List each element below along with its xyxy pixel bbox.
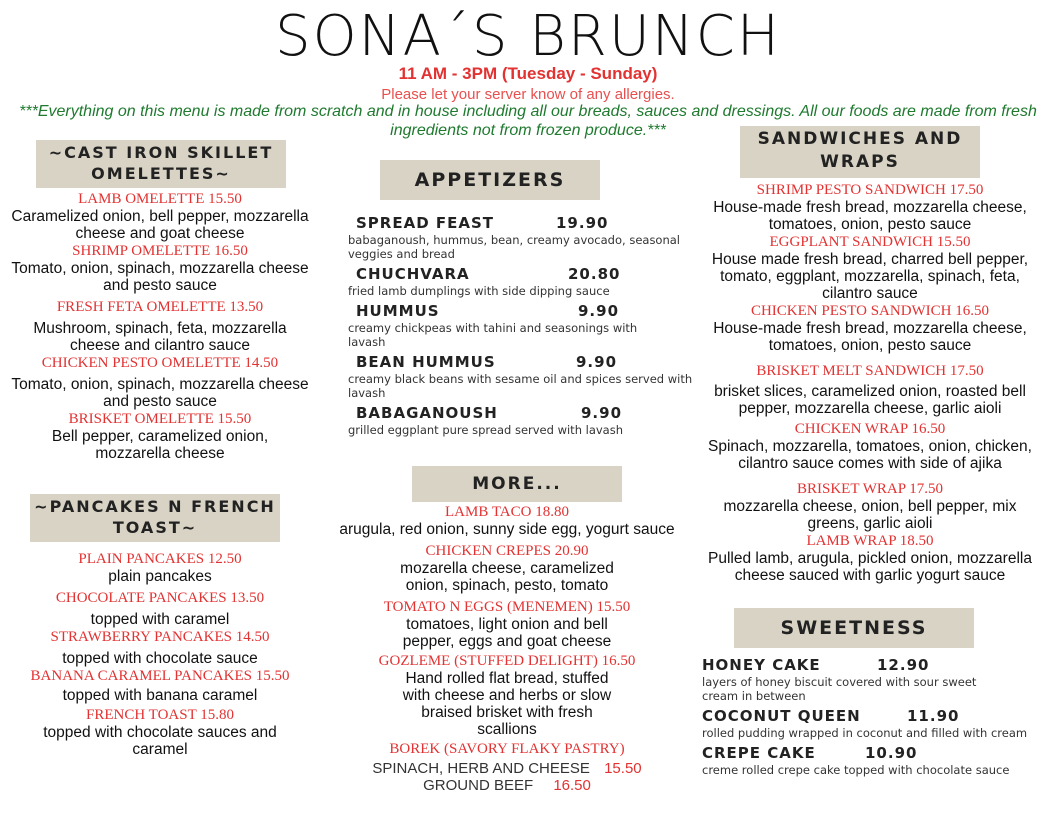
dessert-price: 11.90	[907, 707, 960, 725]
borek-option-label: GROUND BEEF	[423, 777, 534, 794]
dessert-desc: layers of honey biscuit covered with sour sweet cream in between	[702, 675, 977, 703]
appetizer-desc: grilled eggplant pure spread served with lavash	[348, 423, 624, 437]
menu-item-desc: topped with caramel	[90, 611, 230, 628]
appetizer-name: BEAN HUMMUS	[356, 353, 496, 371]
menu-item-desc: House made fresh bread, charred bell pepper, tomato, eggplant, mozzarella, spinach, feta, cilantro sauce	[711, 251, 1029, 302]
menu-item-desc: Caramelized onion, bell pepper, mozzarella cheese and goat cheese	[11, 208, 309, 242]
borek-option	[332, 760, 682, 777]
menu-item-desc: House-made fresh bread, mozzarella cheese, tomatoes, onion, pesto sauce	[713, 199, 1027, 233]
dessert-name: COCONUT QUEEN	[702, 707, 861, 725]
sweetness-section	[702, 656, 1046, 777]
appetizer-price: 19.90	[556, 214, 609, 232]
sandwiches-section	[694, 181, 1046, 584]
menu-item-desc: Pulled lamb, arugula, pickled onion, mozzarella cheese sauced with garlic yogurt sauce	[708, 550, 1032, 584]
appetizer-name: BABAGANOUSH	[356, 404, 498, 422]
pancakes-banner: ~PANCAKES N FRENCH TOAST~	[30, 494, 280, 542]
menu-item-desc: Mushroom, spinach, feta, mozzarella cheese and cilantro sauce	[33, 320, 287, 354]
menu-item-name: SHRIMP OMELETTE 16.50	[72, 243, 248, 259]
sandwiches-banner: SANDWICHES AND WRAPS	[740, 126, 980, 178]
appetizer-item	[348, 265, 693, 298]
borek-option-price: 15.50	[604, 760, 642, 777]
dessert-name: HONEY CAKE	[702, 656, 821, 674]
menu-item-name: FRESH FETA OMELETTE 13.50	[56, 299, 264, 315]
menu-item-desc: topped with chocolate sauce	[62, 650, 258, 667]
menu-item-desc: Tomato, onion, spinach, mozzarella cheese and pesto sauce	[11, 260, 309, 294]
menu-item-name: BRISKET OMELETTE 15.50	[68, 411, 252, 427]
appetizer-item	[348, 214, 693, 261]
menu-item-desc: plain pancakes	[108, 568, 212, 585]
menu-item-desc: arugula, red onion, sunny side egg, yogurt sauce	[339, 521, 675, 538]
menu-item-name: CHICKEN WRAP 16.50	[794, 421, 946, 437]
allergy-note: Please let your server know of any allergies.	[381, 86, 675, 103]
appetizer-item	[348, 302, 693, 349]
borek-option	[332, 777, 682, 794]
menu-item-name: BOREK (SAVORY FLAKY PASTRY)	[389, 741, 625, 757]
menu-item-desc: tomatoes, light onion and bell pepper, eggs and goat cheese	[402, 616, 612, 650]
dessert-price: 10.90	[865, 744, 918, 762]
page-title: SONA´S BRUNCH	[275, 4, 781, 69]
menu-item-desc: brisket slices, caramelized onion, roasted bell pepper, mozzarella cheese, garlic aioli	[714, 383, 1026, 417]
appetizer-item	[348, 353, 693, 400]
menu-item-desc: Tomato, onion, spinach, mozzarella cheese and pesto sauce	[11, 376, 309, 410]
pancakes-section	[10, 550, 310, 758]
more-section	[332, 503, 682, 794]
menu-item-name: SHRIMP PESTO SANDWICH 17.50	[756, 182, 984, 198]
appetizer-price: 9.90	[578, 302, 620, 320]
menu-item-name: LAMB WRAP 18.50	[806, 533, 934, 549]
omelettes-banner: ~CAST IRON SKILLET OMELETTES~	[36, 140, 286, 188]
appetizer-name: HUMMUS	[356, 302, 440, 320]
menu-item-name: BRISKET MELT SANDWICH 17.50	[756, 363, 984, 379]
dessert-name: CREPE CAKE	[702, 744, 816, 762]
sweetness-banner: SWEETNESS	[734, 608, 974, 648]
menu-item-name: GOZLEME (STUFFED DELIGHT) 16.50	[378, 653, 636, 669]
appetizer-price: 20.80	[568, 265, 621, 283]
appetizer-desc: fried lamb dumplings with side dipping sauce	[348, 284, 610, 298]
menu-item-desc: House-made fresh bread, mozzarella cheese, tomatoes, onion, pesto sauce	[713, 320, 1027, 354]
menu-item-name: CHOCOLATE PANCAKES 13.50	[55, 590, 265, 606]
omelettes-section	[10, 190, 310, 462]
hours-text: 11 AM - 3PM (Tuesday - Sunday)	[398, 64, 658, 83]
borek-option-label: SPINACH, HERB AND CHEESE	[372, 760, 590, 777]
appetizer-price: 9.90	[576, 353, 618, 371]
menu-item-name: EGGPLANT SANDWICH 15.50	[769, 234, 971, 250]
menu-item-name: LAMB OMELETTE 15.50	[78, 191, 242, 207]
menu-item-name: BANANA CARAMEL PANCAKES 15.50	[30, 668, 290, 684]
appetizer-name: CHUCHVARA	[356, 265, 470, 283]
menu-item-name: PLAIN PANCAKES 12.50	[78, 551, 242, 567]
menu-item-desc: Hand rolled flat bread, stuffed with cheese and herbs or slow braised brisket with fresh scallions	[402, 670, 612, 738]
menu-item-name: FRENCH TOAST 15.80	[86, 707, 234, 723]
menu-item-name: CHICKEN PESTO OMELETTE 14.50	[41, 355, 279, 371]
menu-item-name: CHICKEN PESTO SANDWICH 16.50	[750, 303, 990, 319]
scratch-note: ***Everything on this menu is made from scratch and in house including all our breads, sauces and dressings. All our foods are made from fresh ingredients not from frozen produce.***	[19, 103, 1037, 139]
menu-item-desc: Spinach, mozzarella, tomatoes, onion, chicken, cilantro sauce comes with side of ajika	[708, 438, 1032, 472]
menu-item-name: STRAWBERRY PANCAKES 14.50	[50, 629, 270, 645]
borek-option-price: 16.50	[553, 777, 591, 794]
menu-item-desc: topped with chocolate sauces and caramel	[43, 724, 277, 758]
menu-item-name: BRISKET WRAP 17.50	[797, 481, 943, 497]
menu-item-desc: mozzarella cheese, onion, bell pepper, mix greens, garlic aioli	[723, 498, 1017, 532]
appetizer-desc: creamy chickpeas with tahini and seasonings with lavash	[348, 321, 638, 349]
appetizer-price: 9.90	[581, 404, 623, 422]
dessert-desc: rolled pudding wrapped in coconut and filled with cream	[702, 726, 1028, 740]
appetizers-section	[348, 214, 693, 437]
dessert-item	[702, 744, 1046, 777]
appetizer-name: SPREAD FEAST	[356, 214, 495, 232]
menu-item-name: LAMB TACO 18.80	[445, 504, 569, 520]
dessert-item	[702, 707, 1046, 740]
appetizer-desc: creamy black beans with sesame oil and spices served with lavash	[348, 372, 693, 400]
dessert-item	[702, 656, 1046, 703]
menu-item-desc: Bell pepper, caramelized onion, mozzarella cheese	[51, 428, 269, 462]
menu-item-name: TOMATO N EGGS (MENEMEN) 15.50	[383, 599, 631, 615]
dessert-desc: creme rolled crepe cake topped with chocolate sauce	[702, 763, 1010, 777]
dessert-price: 12.90	[877, 656, 930, 674]
appetizer-desc: babaganoush, hummus, bean, creamy avocado, seasonal veggies and bread	[348, 233, 681, 261]
more-banner: MORE...	[412, 466, 622, 502]
menu-item-name: CHICKEN CREPES 20.90	[425, 543, 589, 559]
appetizer-item	[348, 404, 693, 437]
menu-item-desc: topped with banana caramel	[62, 687, 258, 704]
menu-item-desc: mozarella cheese, caramelized onion, spinach, pesto, tomato	[400, 560, 614, 594]
appetizers-banner: APPETIZERS	[380, 160, 600, 200]
